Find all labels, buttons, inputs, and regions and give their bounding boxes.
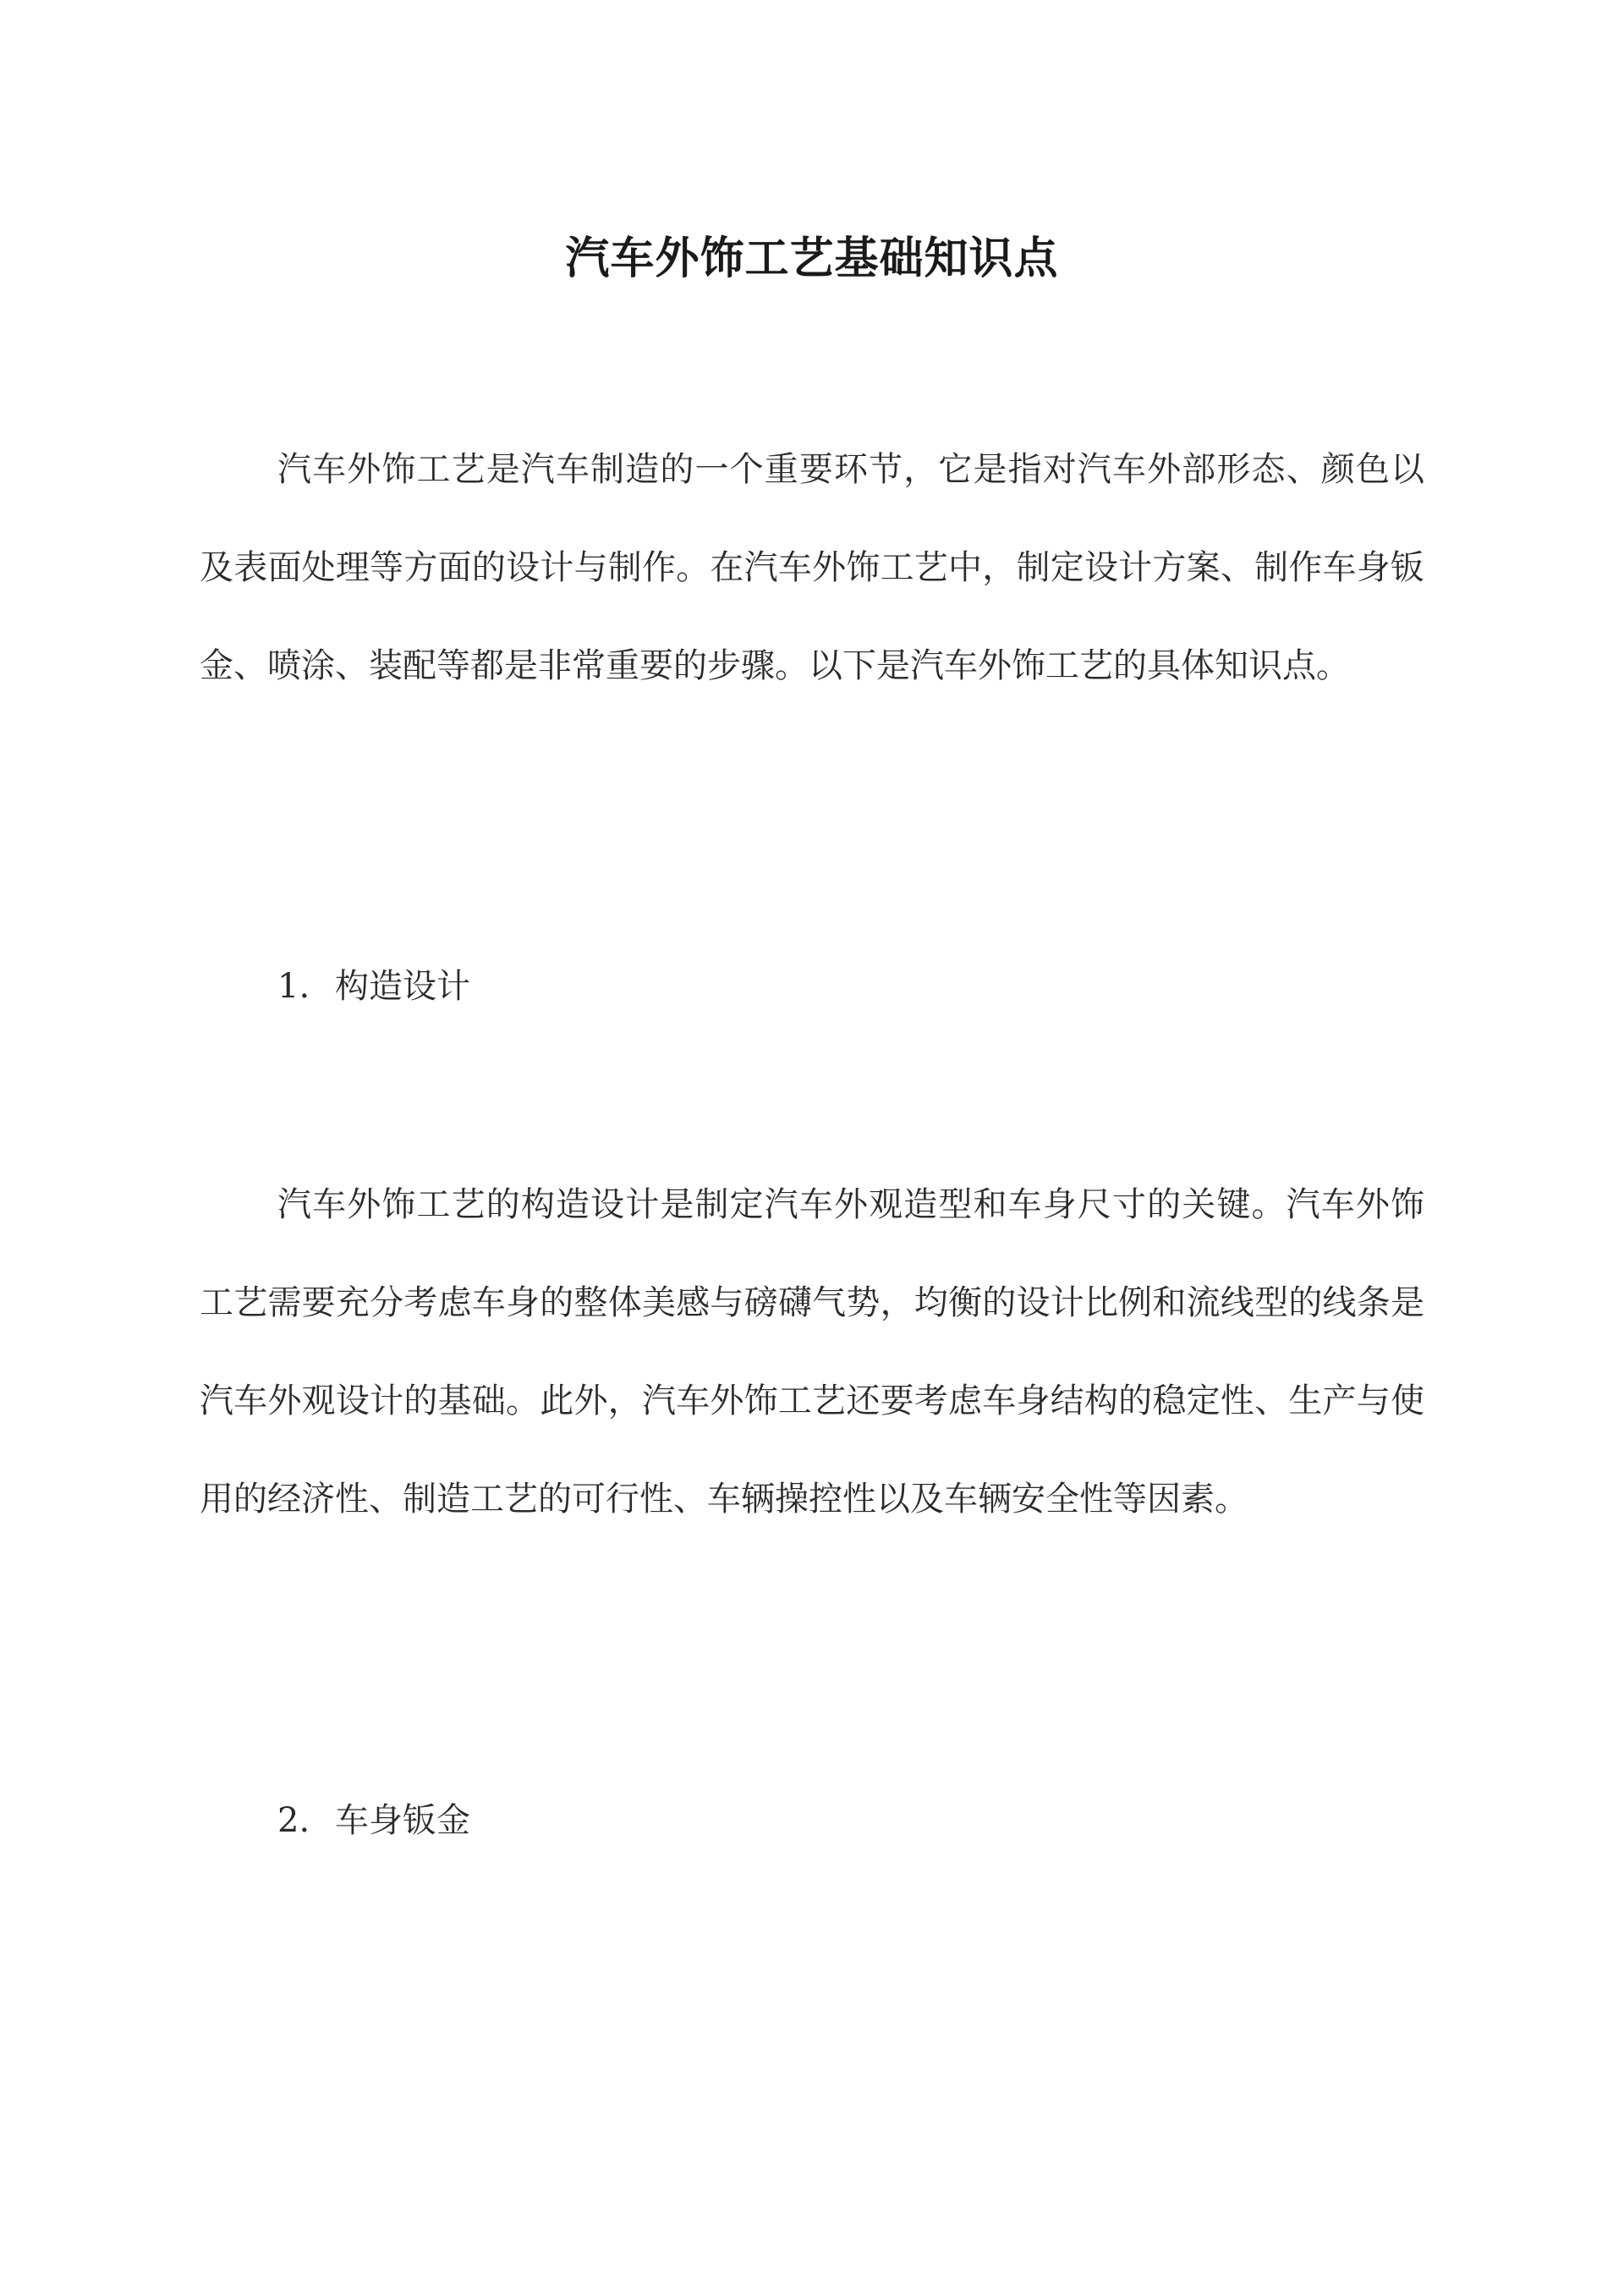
section-number: 1. [277, 967, 310, 1006]
intro-paragraph: 汽车外饰工艺是汽车制造的一个重要环节，它是指对汽车外部形态、颜色以及表面处理等方面的设计与制作。在汽车外饰工艺中，制定设计方案、制作车身钣金、喷涂、装配等都是非常重要的步骤。以下是汽车外饰工艺的具体知识点。 [200, 450, 1424, 685]
section-title: 车身钣金 [335, 1801, 470, 1840]
section-1-paragraph: 汽车外饰工艺的构造设计是制定汽车外观造型和车身尺寸的关键。汽车外饰工艺需要充分考虑车身的整体美感与磅礴气势，均衡的设计比例和流线型的线条是汽车外观设计的基础。此外，汽车外饰工艺还要考虑车身结构的稳定性、生产与使用的经济性、制造工艺的可行性、车辆操控性以及车辆安全性等因素。 [200, 1185, 1424, 1519]
section-number: 2. [277, 1801, 310, 1840]
section-heading-1 [277, 961, 470, 1012]
section-title: 构造设计 [335, 967, 470, 1006]
section-heading-2 [277, 1795, 470, 1846]
document-title: 汽车外饰工艺基础知识点 [565, 232, 1059, 284]
